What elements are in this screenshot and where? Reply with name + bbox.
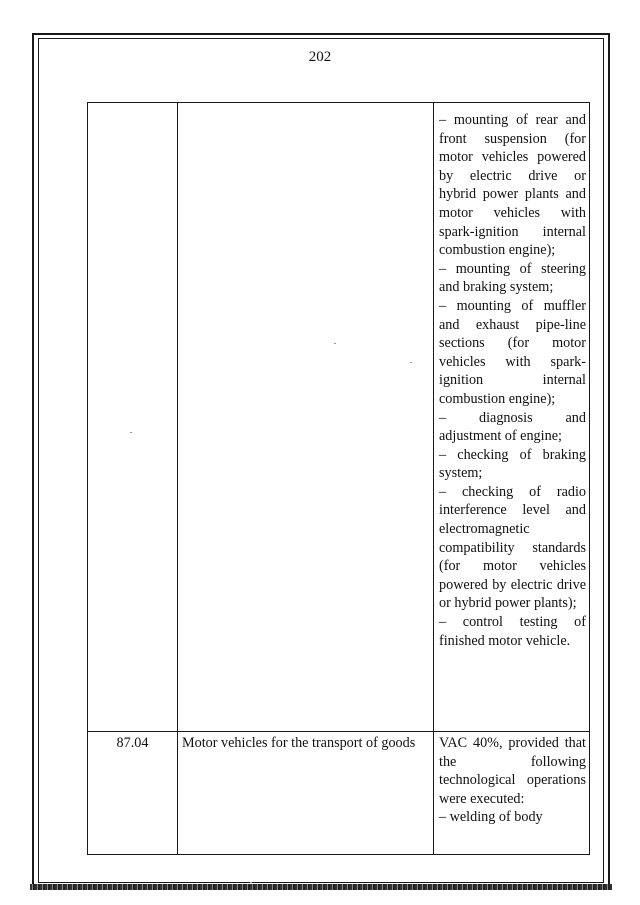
origin-conditions-cell	[434, 732, 590, 855]
scan-bottom-edge	[30, 884, 612, 890]
hs-code-cell	[88, 103, 178, 732]
goods-description-cell	[178, 103, 434, 732]
condition-item: VAC 40%, provided that the following technological operations were executed:	[439, 735, 586, 807]
condition-item: – mounting of muffler and exhaust pipe-line sections (for motor vehicles with spark-ignition internal combustion engine);	[439, 297, 586, 407]
tariff-table	[87, 102, 590, 855]
table-row	[88, 732, 590, 855]
hs-code-cell: 87.04	[88, 732, 178, 855]
page-number: 202	[308, 49, 332, 65]
goods-description-cell: Motor vehicles for the transport of goods	[178, 732, 434, 855]
scan-speck	[250, 882, 252, 883]
condition-item: – diagnosis and adjustment of engine;	[439, 409, 586, 445]
origin-conditions-cell	[434, 103, 590, 732]
condition-item: – mounting of steering and braking system;	[439, 260, 586, 296]
condition-item: – control testing of finished motor vehicle.	[439, 614, 586, 649]
condition-item: – welding of body	[439, 809, 543, 826]
condition-item: – checking of braking system;	[439, 446, 586, 482]
table-row	[88, 103, 590, 732]
condition-item: – checking of radio interference level and electromagnetic compatibility standards (for motor vehicles powered by electric drive or hybrid power plants);	[439, 483, 586, 612]
condition-item: – mounting of rear and front suspension (for motor vehicles powered by electric drive or hybrid power plants and motor vehicles with spark-ignition internal combustion engine);	[439, 112, 586, 259]
